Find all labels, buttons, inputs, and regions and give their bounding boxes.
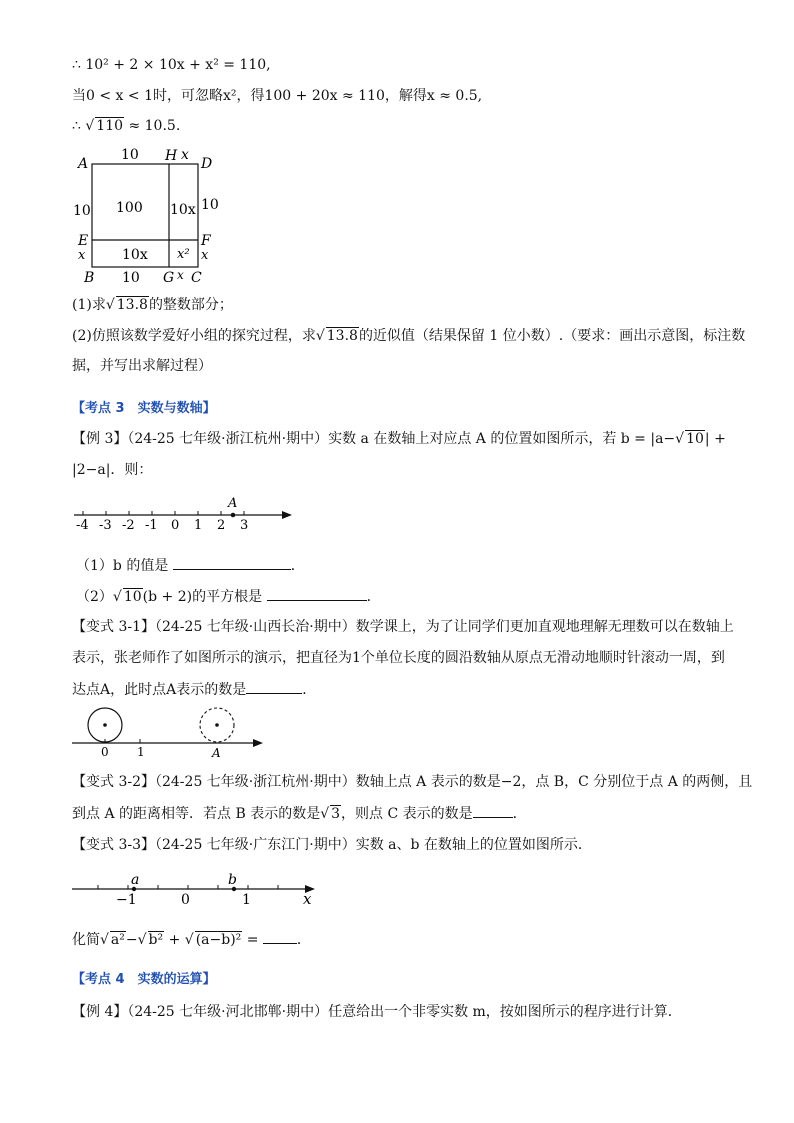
square-area-figure <box>70 142 230 290</box>
area-100-label: 100 <box>116 200 143 216</box>
question-1: (1)求√ 13.8的整数部分； <box>72 297 233 313</box>
therefore-text: ∴ <box>72 118 86 134</box>
point-a-label: a <box>131 872 140 888</box>
right-x-label: x <box>201 248 209 263</box>
tick-label-3: 3 <box>240 518 249 532</box>
point-A-label: A <box>228 496 238 511</box>
tick-label--2: -2 <box>122 518 135 532</box>
section-heading-3: 【考点 3 实数与数轴】 <box>72 401 216 416</box>
label-A: A <box>212 746 221 760</box>
tick-label-0: 0 <box>171 518 180 532</box>
label-neg1: −1 <box>116 892 137 908</box>
area-10x-bottom-label: 10x <box>122 247 148 263</box>
top-10-label: 10 <box>121 147 139 163</box>
label-H: H <box>165 148 178 164</box>
sqrt-110: √ 110 <box>85 118 124 134</box>
tick-label--1: -1 <box>145 518 158 532</box>
label-E: E <box>78 233 89 249</box>
point-b-label: b <box>228 872 237 888</box>
variant-3-2-line-1: 【变式 3-2】（24-25 七年级·浙江杭州·期中）数轴上点 A 表示的数是−2，点 B，C 分别位于点 A 的两侧，且 <box>72 774 753 790</box>
question-2-line-2: 据，并写出求解过程） <box>72 358 212 374</box>
label-C: C <box>191 270 202 286</box>
label-G: G <box>163 270 175 286</box>
label-F: F <box>201 233 211 249</box>
tick-label-1: 1 <box>194 518 203 532</box>
left-x-label: x <box>78 248 86 263</box>
number-line-2 <box>70 866 330 914</box>
sqrt-a-squared: √ a² <box>100 932 125 948</box>
variant-3-1-line-3: 达点A，此时点A表示的数是 ． <box>72 679 316 700</box>
variant-3-3-line-1: 【变式 3-3】（24-25 七年级·广东江门·期中）实数 a、b 在数轴上的位置如图所示． <box>72 837 592 853</box>
simplify-expression: 化简√ a²−√ b² + √ (a−b)² = ． <box>72 929 311 950</box>
left-10-label: 10 <box>73 203 91 219</box>
example-3-line-1: 【例 3】（24-25 七年级·浙江杭州·期中）实数 a 在数轴上对应点 A 的位置如图所示，若 b = |a−√ 10| + <box>72 431 726 447</box>
derivation-line-2: 当0 < x < 1时，可忽略x²，得100 + 20x ≈ 110，解得x ≈ 0.5, <box>72 88 483 104</box>
tick-label-2: 2 <box>217 518 226 532</box>
label-x: x <box>303 890 312 908</box>
bottom-x-label: x <box>177 268 184 282</box>
sqrt-a-minus-b-squared: √ (a−b)² <box>184 932 242 948</box>
answer-blank-b[interactable] <box>173 555 291 570</box>
derivation-line-1: ∴ 10² + 2 × 10x + x² = 110, <box>72 57 271 73</box>
right-10-label: 10 <box>201 197 219 213</box>
point-A-dot <box>231 513 236 518</box>
label-1: 1 <box>242 892 251 908</box>
label-1: 1 <box>137 745 145 759</box>
example-4-line-1: 【例 4】（24-25 七年级·河北邯郸·期中）任意给出一个非零实数 m，按如图所示的程序进行计算． <box>72 1004 682 1020</box>
bottom-10-label: 10 <box>122 270 140 286</box>
variant-3-1-line-1: 【变式 3-1】（24-25 七年级·山西长治·期中）数学课上，为了让同学们更加直观地理解无理数可以在数轴上 <box>72 619 734 635</box>
start-circle-center <box>103 723 107 727</box>
axis-arrow <box>282 511 292 519</box>
sqrt-13-8-q2: √ 13.8 <box>315 328 358 344</box>
tick-label--3: -3 <box>99 518 112 532</box>
variant-3-2-line-2: 到点 A 的距离相等．若点 B 表示的数是√ 3，则点 C 表示的数是 ． <box>72 803 527 824</box>
question-2-line-1: (2)仿照该数学爱好小组的探究过程，求√ 13.8的近似值（结果保留 1 位小数）.（要求：画出示意图，标注数 <box>72 328 746 344</box>
rolling-circle-figure <box>70 703 270 761</box>
label-B: B <box>84 270 95 286</box>
answer-blank-A[interactable] <box>246 679 302 694</box>
area-x2-label: x² <box>177 247 190 262</box>
answer-blank-root[interactable] <box>267 586 367 601</box>
label-A: A <box>78 156 89 172</box>
tick-label--4: -4 <box>76 518 89 532</box>
top-x-label: x <box>181 147 189 163</box>
tick-group <box>76 511 248 532</box>
label-D: D <box>201 156 213 172</box>
derivation-line-3 <box>72 116 180 136</box>
example-3-q2: （2）√ 10(b + 2)的平方根是 ． <box>76 586 381 607</box>
sqrt-13-8: √ 13.8 <box>105 297 148 313</box>
variant-3-1-line-2: 表示，张老师作了如图所示的演示，把直径为1个单位长度的圆沿数轴从原点无滑动地顺时针滚动一周，到 <box>72 650 725 666</box>
approx-result: ≈ 10.5. <box>124 118 181 134</box>
example-3-line-2: |2−a|．则： <box>72 462 153 478</box>
sqrt-10: √ 10 <box>675 431 704 447</box>
answer-blank-C[interactable] <box>473 803 513 818</box>
number-line-1 <box>70 492 300 532</box>
area-10x-right-label: 10x <box>170 202 196 218</box>
answer-blank-simplify[interactable] <box>263 929 297 944</box>
axis-arrow <box>253 739 263 747</box>
label-0: 0 <box>101 745 109 759</box>
label-0: 0 <box>181 892 190 908</box>
section-heading-4: 【考点 4 实数的运算】 <box>72 972 216 987</box>
sqrt-3: √ 3 <box>320 806 341 822</box>
sqrt-10-q2: √ 10 <box>112 589 142 605</box>
sqrt-b-squared: √ b² <box>137 932 164 948</box>
example-3-q1: （1）b 的值是 ． <box>76 555 305 576</box>
end-circle-center <box>215 723 219 727</box>
